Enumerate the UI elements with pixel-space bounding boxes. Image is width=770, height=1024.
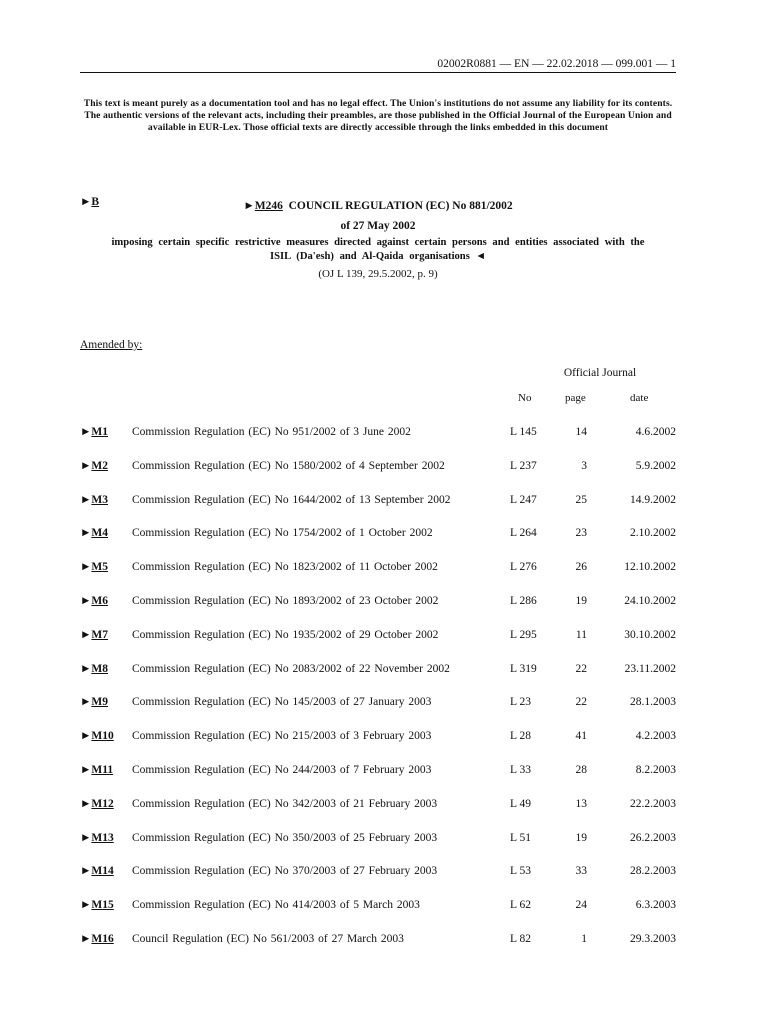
- amendment-description: Commission Regulation (EC) No 370/2003 of 27 February 2003: [132, 865, 438, 878]
- amendment-marker[interactable]: [80, 832, 114, 844]
- journal-page: 28: [575, 764, 587, 776]
- regulation-title: [110, 196, 646, 236]
- journal-date: 4.2.2003: [635, 730, 676, 743]
- official-journal-heading: Official Journal: [563, 367, 637, 379]
- amendment-marker[interactable]: [80, 696, 108, 708]
- amendment-marker[interactable]: [80, 629, 108, 641]
- amendment-link[interactable]: M8: [91, 662, 108, 675]
- regulation-subtitle: imposing certain specific restrictive measures directed against certain persons and entities associated with the ISIL (Da'esh) and Al-Qaida organisations ◄: [111, 237, 645, 262]
- journal-page: 13: [575, 797, 587, 810]
- table-row: [0, 663, 770, 683]
- journal-date: 28.2.2003: [630, 865, 676, 878]
- table-row: [0, 561, 770, 581]
- amendment-link[interactable]: M4: [91, 527, 108, 540]
- amendment-marker[interactable]: [80, 561, 108, 573]
- arrow-right-icon: ►: [80, 831, 92, 844]
- journal-page: 19: [575, 831, 587, 844]
- journal-date: 26.2.2003: [630, 831, 676, 844]
- amendment-description: Commission Regulation (EC) No 145/2003 of 27 January 2003: [132, 696, 432, 709]
- journal-page: 41: [575, 730, 587, 743]
- journal-date: 22.2.2003: [630, 797, 676, 810]
- amendment-marker[interactable]: [80, 899, 114, 911]
- amendment-link[interactable]: M10: [91, 730, 114, 743]
- amendment-link[interactable]: M9: [91, 696, 108, 709]
- journal-date: 24.10.2002: [624, 595, 676, 607]
- journal-page: 11: [575, 628, 587, 641]
- journal-number: L 49: [510, 797, 531, 810]
- table-row: [0, 730, 770, 750]
- amendment-link[interactable]: M6: [91, 595, 108, 607]
- journal-page: 23: [575, 527, 587, 540]
- amendment-description: Commission Regulation (EC) No 1644/2002 of 13 September 2002: [132, 493, 451, 506]
- table-row: [0, 426, 770, 446]
- amendment-marker[interactable]: [80, 494, 108, 506]
- amendment-link[interactable]: M2: [91, 459, 108, 472]
- table-row: [0, 696, 770, 716]
- amendment-link[interactable]: M12: [91, 797, 114, 810]
- journal-date: 6.3.2003: [635, 899, 676, 912]
- amendment-description: Commission Regulation (EC) No 244/2003 of 7 February 2003: [132, 764, 432, 776]
- arrow-right-icon: ►: [80, 493, 92, 506]
- journal-number: L 319: [510, 662, 537, 675]
- column-header-no: No: [518, 392, 532, 404]
- journal-page: 24: [575, 899, 587, 912]
- arrow-right-icon: ►: [80, 899, 92, 912]
- journal-date: 4.6.2002: [635, 426, 676, 438]
- journal-number: L 33: [510, 764, 531, 776]
- journal-number: L 295: [510, 628, 537, 641]
- journal-number: L 51: [510, 831, 531, 844]
- arrow-right-icon: ►: [80, 797, 92, 810]
- journal-page: 1: [581, 933, 587, 945]
- title-text: COUNCIL REGULATION (EC) No 881/2002: [288, 200, 513, 212]
- journal-number: L 53: [510, 865, 531, 878]
- amendment-description: Commission Regulation (EC) No 2083/2002 of 22 November 2002: [132, 662, 450, 675]
- journal-page: 25: [575, 493, 587, 506]
- table-row: [0, 494, 770, 514]
- arrow-right-icon: ►: [80, 696, 92, 709]
- column-header-date: date: [630, 392, 649, 404]
- amendment-marker[interactable]: [80, 663, 108, 675]
- journal-number: L 62: [510, 899, 531, 912]
- amendment-description: Commission Regulation (EC) No 1935/2002 of 29 October 2002: [132, 628, 439, 641]
- amendment-marker[interactable]: [80, 865, 114, 877]
- table-row: [0, 865, 770, 885]
- amendment-link[interactable]: M15: [91, 899, 114, 912]
- table-row: [0, 933, 770, 953]
- arrow-right-icon: ►: [80, 865, 92, 878]
- journal-number: L 276: [510, 561, 537, 574]
- journal-date: 14.9.2002: [630, 493, 676, 506]
- document-reference: 02002R0881 — EN — 22.02.2018 — 099.001 — 1: [437, 58, 676, 70]
- official-journal-reference: (OJ L 139, 29.5.2002, p. 9): [318, 268, 438, 280]
- amendment-description: Commission Regulation (EC) No 1754/2002 of 1 October 2002: [132, 527, 433, 540]
- legal-disclaimer: This text is meant purely as a documentation tool and has no legal effect. The Union's institutions do not assume any liability for its contents. The authentic versions of the relevant acts, including their preambles, are those published in the Official Journal of the European Union and available in EUR-Lex. Those official texts are directly accessible through the links embedded in this document: [83, 98, 673, 134]
- amendment-link[interactable]: M1: [91, 426, 108, 438]
- amendment-link[interactable]: M14: [91, 865, 114, 878]
- table-row: [0, 527, 770, 547]
- amendment-link-m246[interactable]: M246: [254, 200, 283, 212]
- journal-number: L 286: [510, 595, 537, 607]
- table-row: [0, 899, 770, 919]
- amendment-description: Commission Regulation (EC) No 350/2003 of 25 February 2003: [132, 831, 438, 844]
- journal-page: 26: [575, 561, 587, 574]
- amendment-link[interactable]: M7: [91, 628, 108, 641]
- journal-number: L 23: [510, 696, 531, 709]
- amendment-marker[interactable]: [80, 460, 108, 472]
- table-row: [0, 798, 770, 818]
- amendment-description: Commission Regulation (EC) No 951/2002 of 3 June 2002: [132, 426, 411, 438]
- page-header: [80, 58, 676, 73]
- journal-page: 19: [575, 595, 587, 607]
- amendment-description: Council Regulation (EC) No 561/2003 of 27 March 2003: [132, 933, 404, 945]
- amendment-marker[interactable]: [80, 798, 114, 810]
- arrow-right-icon: ►: [80, 595, 92, 607]
- title-date: of 27 May 2002: [340, 220, 416, 232]
- journal-page: 14: [575, 426, 587, 438]
- journal-number: L 28: [510, 730, 531, 743]
- amendment-description: Commission Regulation (EC) No 1823/2002 of 11 October 2002: [132, 561, 438, 574]
- journal-number: L 145: [510, 426, 537, 438]
- amendment-link[interactable]: M5: [91, 561, 108, 574]
- journal-page: 22: [575, 696, 587, 709]
- base-act-link[interactable]: B: [91, 196, 100, 208]
- title-line: [110, 196, 646, 216]
- journal-number: L 247: [510, 493, 537, 506]
- amended-by-heading: Amended by:: [80, 339, 143, 351]
- table-row: [0, 629, 770, 649]
- arrow-right-icon: ►: [80, 459, 92, 472]
- column-header-page: page: [565, 392, 586, 404]
- amendment-description: Commission Regulation (EC) No 215/2003 of 3 February 2003: [132, 730, 432, 743]
- amendment-marker[interactable]: [80, 595, 108, 607]
- amendment-description: Commission Regulation (EC) No 1580/2002 of 4 September 2002: [132, 459, 445, 472]
- journal-page: 33: [575, 865, 587, 878]
- arrow-right-icon: ►: [80, 662, 92, 675]
- arrow-right-icon: ►: [80, 561, 92, 574]
- journal-number: L 237: [510, 459, 537, 472]
- journal-date: 30.10.2002: [624, 628, 676, 641]
- arrow-right-icon: ►: [80, 527, 92, 540]
- arrow-right-icon: ►: [80, 730, 92, 743]
- journal-date: 29.3.2003: [630, 933, 676, 945]
- journal-date: 12.10.2002: [624, 561, 676, 574]
- amendment-description: Commission Regulation (EC) No 342/2003 of 21 February 2003: [132, 797, 438, 810]
- journal-date: 5.9.2002: [635, 459, 676, 472]
- amendment-marker[interactable]: [80, 764, 113, 776]
- table-row: [0, 832, 770, 852]
- journal-page: 3: [581, 459, 587, 472]
- amendment-link[interactable]: M3: [91, 493, 108, 506]
- journal-date: 8.2.2003: [635, 764, 676, 776]
- amendment-marker[interactable]: [80, 527, 108, 539]
- table-row: [0, 460, 770, 480]
- base-act-marker[interactable]: [80, 196, 99, 208]
- arrow-right-icon: ►: [80, 933, 92, 945]
- journal-page: 22: [575, 662, 587, 675]
- journal-number: L 264: [510, 527, 537, 540]
- amendment-description: Commission Regulation (EC) No 414/2003 of 5 March 2003: [132, 899, 420, 912]
- amendment-link[interactable]: M16: [91, 933, 114, 945]
- arrow-right-icon: ►: [80, 426, 92, 438]
- amendment-marker[interactable]: [80, 426, 108, 438]
- amendment-description: Commission Regulation (EC) No 1893/2002 of 23 October 2002: [132, 595, 439, 607]
- journal-date: 28.1.2003: [630, 696, 676, 709]
- arrow-right-icon: ►: [243, 200, 255, 212]
- amendment-link[interactable]: M11: [91, 764, 114, 776]
- amendment-marker[interactable]: [80, 730, 114, 742]
- arrow-right-icon: ►: [80, 196, 92, 208]
- arrow-right-icon: ►: [80, 628, 92, 641]
- arrow-right-icon: ►: [80, 764, 92, 776]
- table-row: [0, 764, 770, 784]
- table-row: [0, 595, 770, 615]
- amendment-link[interactable]: M13: [91, 831, 114, 844]
- journal-number: L 82: [510, 933, 531, 945]
- amendment-marker[interactable]: [80, 933, 114, 945]
- journal-date: 23.11.2002: [624, 662, 676, 675]
- journal-date: 2.10.2002: [630, 527, 676, 540]
